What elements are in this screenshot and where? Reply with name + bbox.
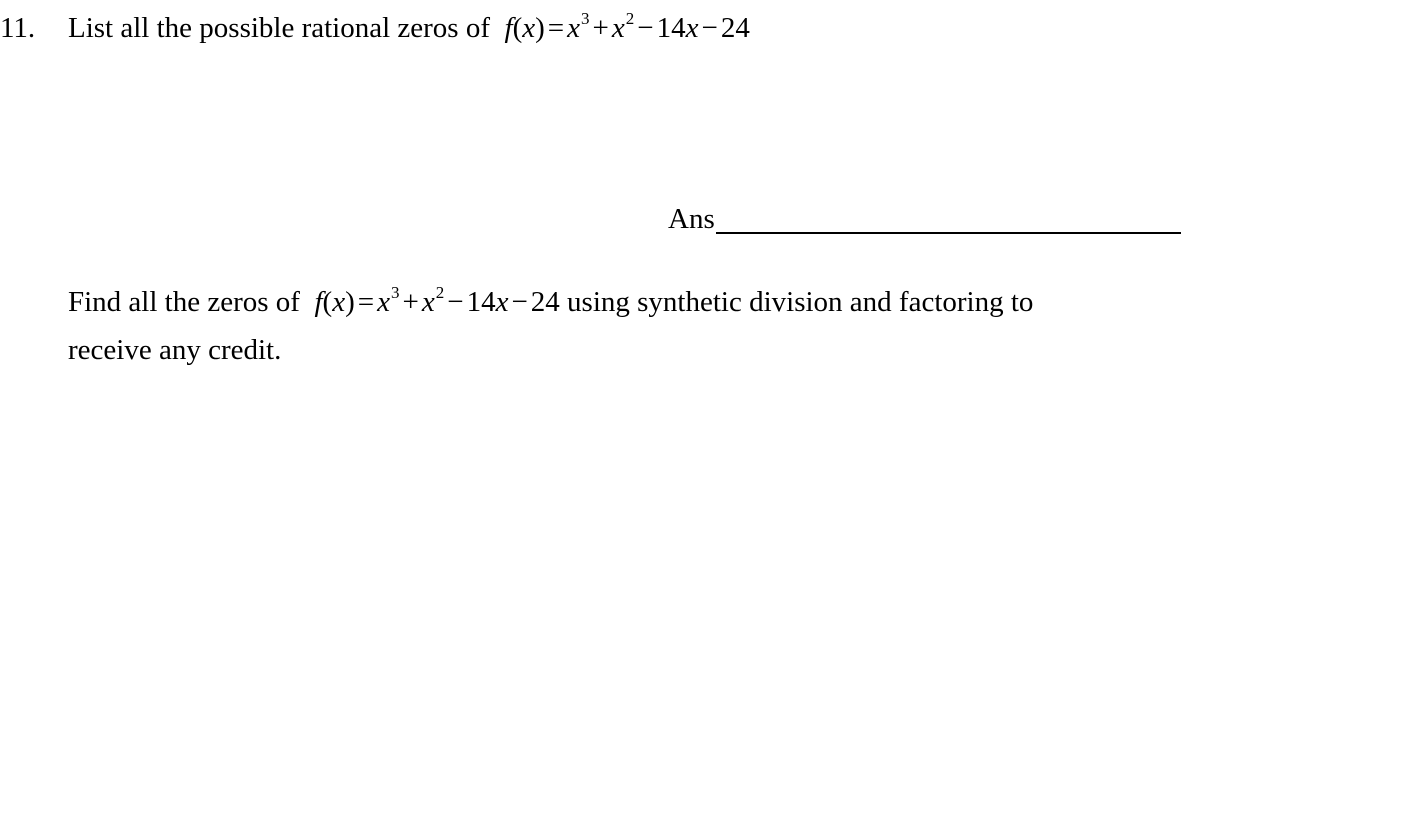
minus-sign: − [637, 12, 654, 44]
term-x-squared: x [421, 286, 435, 318]
paren-open: ( [322, 286, 333, 318]
question-number: 11. [0, 12, 36, 44]
function-name: f [504, 12, 513, 44]
function-arg: x [332, 286, 346, 318]
paren-open: ( [512, 12, 523, 44]
part-two-suffix: using synthetic division and factoring to [567, 286, 1034, 318]
coefficient-14: 14 [466, 286, 496, 318]
question-prompt: List all the possible rational zeros of [68, 12, 491, 44]
part-two-line-two: receive any credit. [68, 334, 282, 366]
exponent-2: 2 [625, 9, 635, 28]
term-x: x [495, 286, 509, 318]
exponent-2: 2 [435, 283, 445, 302]
equals-sign: = [357, 286, 375, 318]
constant-24: 24 [530, 286, 560, 318]
plus-sign: + [592, 12, 609, 44]
question-part-two [68, 280, 1268, 372]
exponent-3: 3 [581, 9, 590, 28]
minus-sign: − [511, 286, 528, 318]
answer-row [668, 203, 1181, 236]
equals-sign: = [547, 12, 565, 44]
answer-label: Ans [668, 203, 715, 235]
constant-24: 24 [720, 12, 750, 44]
exponent-3: 3 [390, 283, 400, 302]
term-x: x [685, 12, 699, 44]
term-x-squared: x [611, 12, 625, 44]
answer-blank-line[interactable] [716, 232, 1181, 234]
coefficient-14: 14 [656, 12, 686, 44]
question-prompt-line [68, 9, 750, 45]
function-expression-repeat [307, 283, 567, 318]
part-two-prefix: Find all the zeros of [68, 286, 300, 318]
term-x-cubed: x [567, 12, 581, 44]
function-arg: x [522, 12, 536, 44]
paren-close: ) [535, 12, 545, 44]
minus-sign: − [701, 12, 718, 44]
term-x-cubed: x [377, 286, 390, 318]
plus-sign: + [402, 286, 419, 318]
minus-sign: − [447, 286, 464, 318]
function-name: f [314, 286, 323, 318]
paren-close: ) [345, 286, 355, 318]
function-expression [497, 9, 750, 44]
